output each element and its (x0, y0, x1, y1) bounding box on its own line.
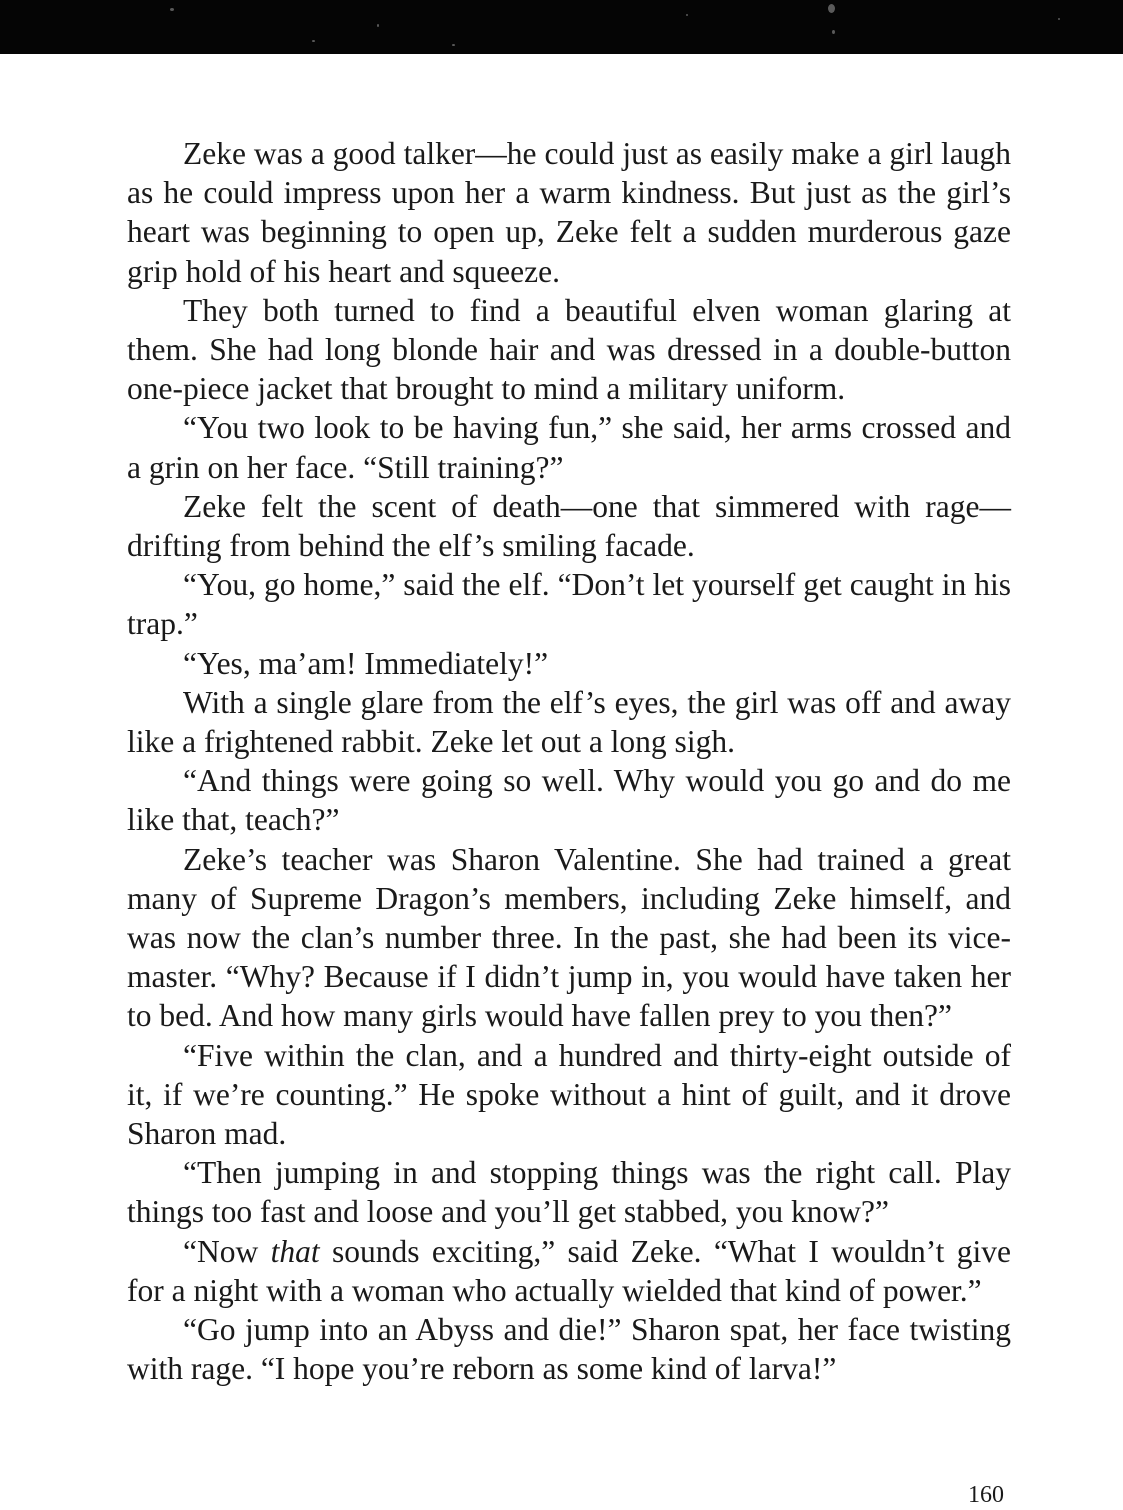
paragraph: Zeke felt the scent of death—one that simmered with rage—drifting from behind the elf’s smiling facade. (127, 488, 1011, 564)
paragraph: Zeke was a good talker—he could just as easily make a girl laugh as he could impress upon her a warm kindness. But just as the girl’s heart was beginning to open up, Zeke felt a sudden murderous gaze grip hold of his heart and squeeze. (127, 136, 1011, 289)
paragraph: “Then jumping in and stopping things was the right call. Play things too fast and loose and you’ll get stabbed, you know?” (127, 1155, 1011, 1230)
paragraph-text: sounds exciting,” said Zeke. “What I wouldn’t give for a night with a woman who actually wielded that kind of power.” (127, 1233, 1011, 1308)
dust-speck (832, 30, 835, 34)
page-number: 160 (968, 1482, 1004, 1508)
dust-speck (377, 24, 379, 27)
paragraph: “You, go home,” said the elf. “Don’t let yourself get caught in his trap.” (127, 567, 1011, 642)
dust-speck (828, 4, 835, 13)
paragraph: With a single glare from the elf’s eyes, the girl was off and away like a frightened rabbit. Zeke let out a long sigh. (127, 684, 1011, 760)
paragraph-text: “Now (183, 1233, 271, 1269)
paragraph: Zeke’s teacher was Sharon Valentine. She had trained a great many of Supreme Dragon’s members, including Zeke himself, and was now the clan’s number three. In the past, she had been its vice-master. “Why? Because if I didn’t jump in, you would have taken her to bed. And how many girls would have fallen prey to you then?” (127, 841, 1011, 1034)
body-text (127, 134, 1011, 1389)
paragraph: “And things were going so well. Why would you go and do me like that, teach?” (127, 763, 1011, 838)
scan-top-edge (0, 0, 1123, 54)
paragraph: “You two look to be having fun,” she said, her arms crossed and a grin on her face. “Still training?” (127, 410, 1011, 485)
paragraph: “Go jump into an Abyss and die!” Sharon spat, her face twisting with rage. “I hope you’re reborn as some kind of larva!” (127, 1312, 1011, 1387)
dust-speck (452, 44, 455, 46)
dust-speck (686, 14, 688, 16)
paragraph: “Five within the clan, and a hundred and thirty-eight outside of it, if we’re counting.” He spoke without a hint of guilt, and it drove Sharon mad. (127, 1037, 1011, 1152)
emphasized-word: that (270, 1233, 320, 1269)
paragraph: “Yes, ma’am! Immediately!” (183, 645, 549, 681)
dust-speck (1058, 18, 1060, 20)
paragraph (127, 1232, 1011, 1310)
dust-speck (170, 8, 174, 11)
dust-speck (312, 40, 315, 42)
paragraph: They both turned to find a beautiful elven woman glaring at them. She had long blonde hair and was dressed in a double-button one-piece jacket that brought to mind a military uniform. (127, 292, 1011, 407)
